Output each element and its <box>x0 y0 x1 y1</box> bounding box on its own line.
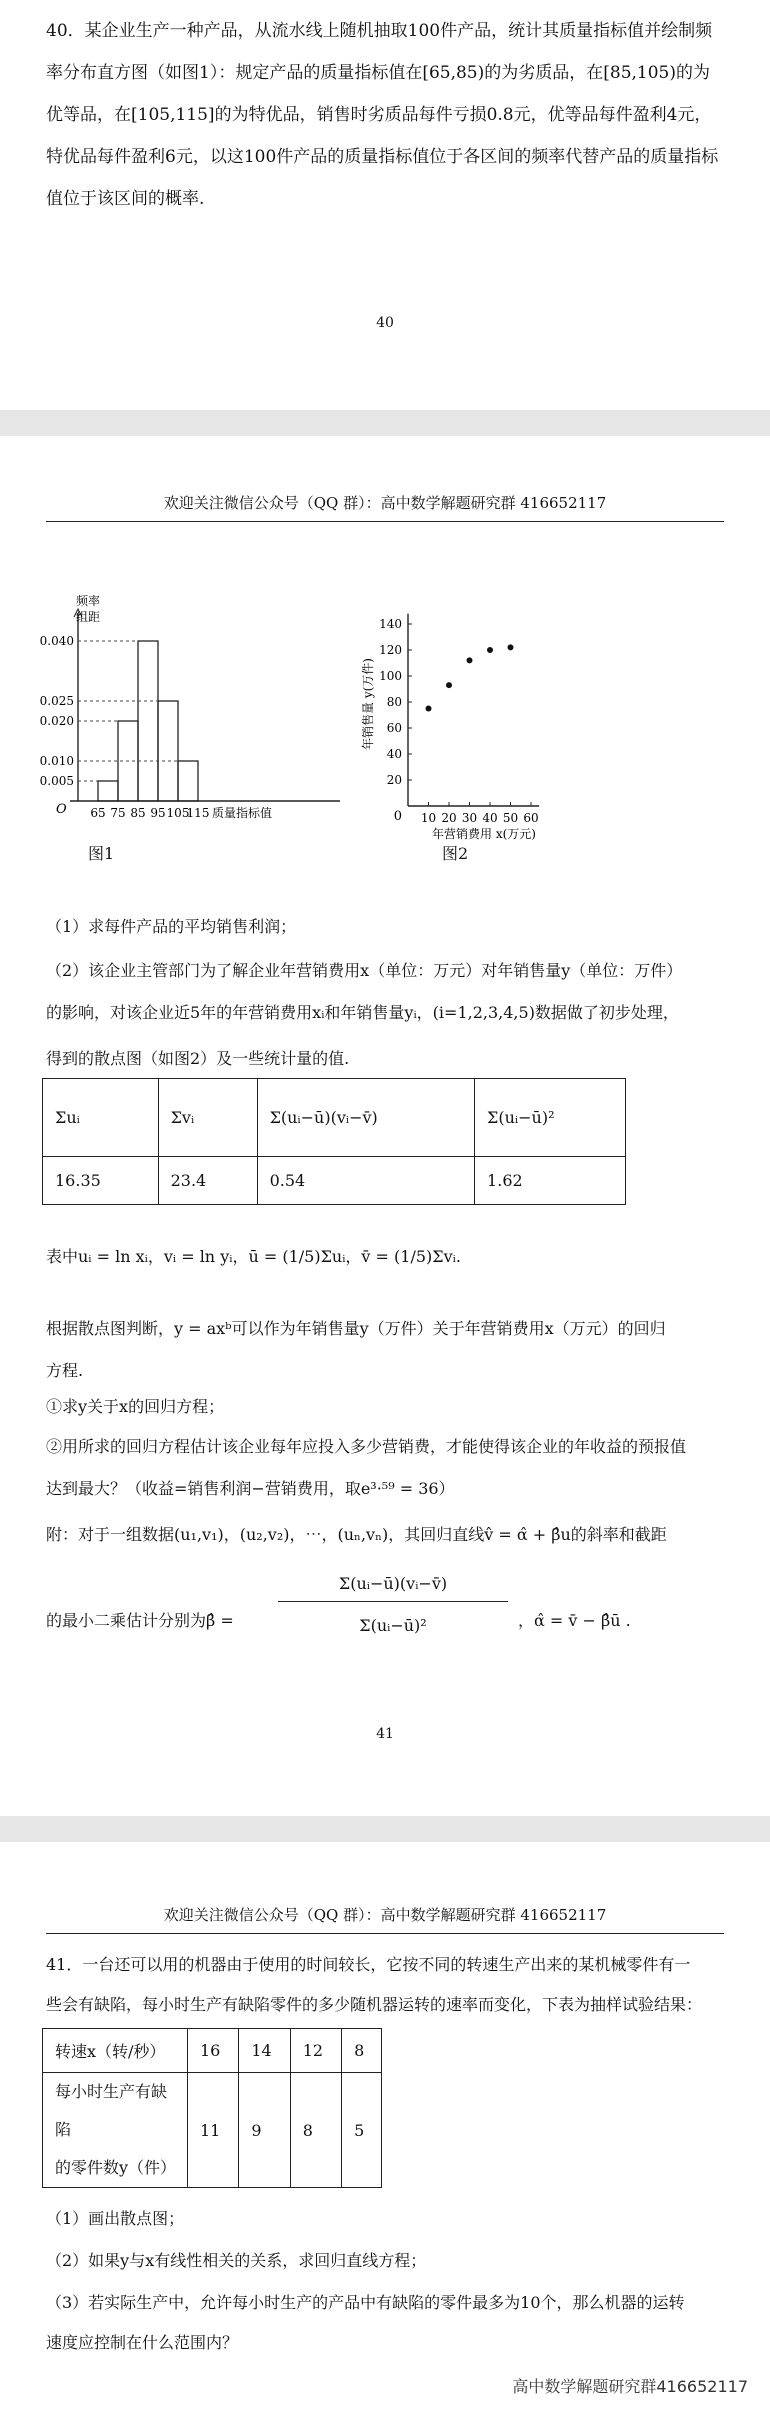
appendix-prefix: 的最小二乘估计分别为β̂ = <box>46 1611 234 1630</box>
q1: （1）画出散点图； <box>46 2209 185 2228</box>
table-cell: 9 <box>239 2073 290 2188</box>
x-tick-label: 105 <box>166 806 190 820</box>
scatter-point <box>467 657 473 663</box>
fig2-caption: 图2 <box>442 844 469 863</box>
q2-line1: （2）该企业主管部门为了解企业年营销费用x（单位：万元）对年销售量y（单位：万件） <box>46 961 683 980</box>
y-tick-label: 100 <box>379 669 402 683</box>
y-axis-label-bottom: 组距 <box>76 610 101 624</box>
sub-question-2-line1: ②用所求的回归方程估计该企业每年应投入多少营销费，才能使得该企业的年收益的预报值 <box>46 1437 687 1456</box>
x-tick-label: 10 <box>420 811 437 825</box>
watermark: 高中数学解题研究群416652117 <box>512 2377 748 2396</box>
y-tick-label: 20 <box>386 773 402 787</box>
q2: （2）如果y与x有线性相关的关系，求回归直线方程； <box>46 2251 427 2270</box>
x-tick-label: 115 <box>186 806 210 820</box>
page-gap <box>0 410 770 436</box>
histogram-bar <box>178 761 198 801</box>
scatter-point <box>426 706 432 712</box>
table-cell: 12 <box>290 2029 341 2073</box>
page-gap <box>0 1816 770 1842</box>
table-header-sum-u2: Σ(uᵢ−ū)² <box>475 1079 626 1157</box>
problem-41-line1: 41．一台还可以用的机器由于使用的时间较长，它按不同的转速生产出来的某机械零件有一 <box>46 1955 691 1974</box>
page-41 <box>0 436 770 1816</box>
scatter-point <box>487 647 493 653</box>
scatter-point <box>446 682 452 688</box>
x-tick-label: 20 <box>441 811 457 825</box>
page-number-40: 40 <box>376 315 394 331</box>
table-header-sum-v: Σvᵢ <box>158 1079 257 1157</box>
x-tick-label: 30 <box>461 811 478 825</box>
y-tick-label: 0.020 <box>40 714 74 728</box>
x-tick-label: 95 <box>150 806 166 820</box>
page-40 <box>0 0 770 410</box>
q1: （1）求每件产品的平均销售利润； <box>46 917 297 936</box>
histogram-chart <box>40 591 360 831</box>
x-tick-label: 40 <box>482 811 498 825</box>
table-cell: 0.54 <box>257 1157 474 1205</box>
histogram-bar <box>98 781 118 801</box>
table-header-sum-uv: Σ(uᵢ−ū)(vᵢ−v̄) <box>257 1079 474 1157</box>
fraction-numerator: Σ(uᵢ−ū)(vᵢ−v̄) <box>278 1564 508 1602</box>
sub-question-2-line2: 达到最大？（收益=销售利润−营销费用，取e³·⁵⁹ = 36） <box>46 1479 455 1498</box>
x-tick-label: 60 <box>523 811 539 825</box>
judge-line2: 方程. <box>46 1361 84 1380</box>
y-tick-label: 80 <box>386 695 402 709</box>
y-tick-label: 120 <box>379 643 402 657</box>
y-tick-label: 0.025 <box>40 694 74 708</box>
page-number-41: 41 <box>376 1726 394 1742</box>
y-tick-label: 0.005 <box>40 774 74 788</box>
y-tick-label: 40 <box>386 747 402 761</box>
page-header: 欢迎关注微信公众号（QQ 群）：高中数学解题研究群 416652117 <box>46 1904 724 1934</box>
y-tick-label: 0.010 <box>40 754 74 768</box>
table-cell: 16.35 <box>43 1157 159 1205</box>
q3-line1: （3）若实际生产中，允许每小时生产的产品中有缺陷的零件最多为10个，那么机器的运转 <box>46 2293 685 2312</box>
fraction <box>278 1564 508 1635</box>
histogram-bar <box>138 641 158 801</box>
speed-defect-table <box>42 2028 382 2188</box>
x-axis-label: 年营销费用 x(万元) <box>432 827 536 840</box>
appendix-formula <box>46 1564 736 1674</box>
problem-41-line2: 些会有缺陷，每小时生产有缺陷零件的多少随机器运转的速率而变化，下表为抽样试验结果： <box>46 1995 703 2014</box>
judge-line1: 根据散点图判断，y = axᵇ可以作为年销售量y（万件）关于年营销费用x（万元）的回归 <box>46 1319 666 1338</box>
page-header: 欢迎关注微信公众号（QQ 群）：高中数学解题研究群 416652117 <box>46 492 724 522</box>
y-axis-label: 年销售量 y(万件) <box>361 658 375 750</box>
q3-line2: 速度应控制在什么范围内？ <box>46 2333 239 2352</box>
scatter-point <box>508 644 514 650</box>
statistics-table <box>42 1078 626 1205</box>
definition-line: 表中uᵢ = ln xᵢ，vᵢ = ln yᵢ，ū = (1/5)Σuᵢ，v̄ = (1/5)Σvᵢ. <box>46 1247 461 1266</box>
fraction-denominator: Σ(uᵢ−ū)² <box>359 1616 427 1635</box>
q2-line3: 得到的散点图（如图2）及一些统计量的值. <box>46 1049 350 1068</box>
y-tick-label: 0.040 <box>40 634 74 648</box>
row-label-defects-line2: 的零件数y（件） <box>55 2158 177 2177</box>
origin-label: O <box>56 802 67 817</box>
x-tick-label: 75 <box>110 806 126 820</box>
x-axis-label: 质量指标值 <box>212 806 273 820</box>
page-42 <box>0 1842 770 2411</box>
row-label-defects <box>43 2073 188 2188</box>
x-tick-label: 85 <box>130 806 146 820</box>
appendix-suffix: ，α̂ = v̄ − β̂ū . <box>518 1611 631 1630</box>
row-label-speed: 转速x（转/秒） <box>43 2029 188 2073</box>
table-cell: 23.4 <box>158 1157 257 1205</box>
table-cell: 11 <box>188 2073 239 2188</box>
y-tick-label: 60 <box>386 721 402 735</box>
table-cell: 1.62 <box>475 1157 626 1205</box>
x-tick-label: 50 <box>502 811 519 825</box>
origin-label: 0 <box>393 809 402 824</box>
histogram-bar <box>158 701 178 801</box>
appendix-line1: 附：对于一组数据(u₁,v₁)，(u₂,v₂)，⋯，(uₙ,vₙ)，其回归直线v̂ = α̂ + β̂u的斜率和截距 <box>46 1525 667 1544</box>
table-cell: 16 <box>188 2029 239 2073</box>
fig1-caption: 图1 <box>88 844 115 863</box>
row-label-defects-line1: 每小时生产有缺陷 <box>55 2082 168 2139</box>
y-axis-label-top: 频率 <box>76 594 101 608</box>
sub-question-1: ①求y关于x的回归方程； <box>46 1397 225 1416</box>
table-cell: 5 <box>342 2073 382 2188</box>
table-cell: 8 <box>290 2073 341 2188</box>
table-cell: 8 <box>342 2029 382 2073</box>
x-tick-label: 65 <box>90 806 106 820</box>
table-header-sum-u: Σuᵢ <box>43 1079 159 1157</box>
q2-line2: 的影响，对该企业近5年的年营销费用xᵢ和年销售量yᵢ，(i=1,2,3,4,5)数据做了初步处理， <box>46 1003 679 1022</box>
problem-40-text: 40．某企业生产一种产品，从流水线上随机抽取100件产品，统计其质量指标值并绘制频率分布直方图（如图1）：规定产品的质量指标值在[65,85)的为劣质品，在[85,105)的为优等品，在[105,115]的为特优品，销售时劣质品每件亏损0.8元，优等品每件盈利4元，特优品每件盈利6元，以这100件产品的质量指标值位于各区间的频率代替产品的质量指标值位于该区间的概率. <box>46 21 719 209</box>
y-tick-label: 140 <box>379 617 402 631</box>
scatter-chart <box>358 584 598 840</box>
table-cell: 14 <box>239 2029 290 2073</box>
